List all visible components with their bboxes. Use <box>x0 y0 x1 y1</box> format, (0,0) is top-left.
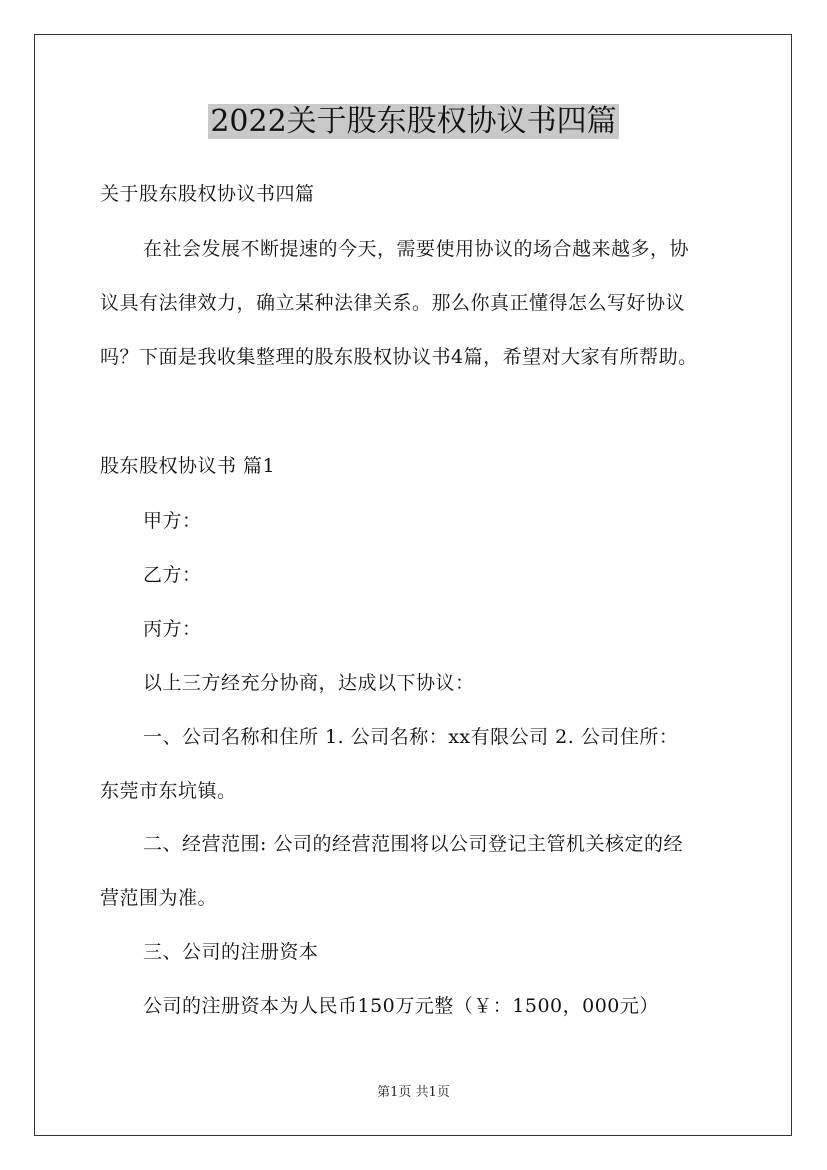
party-c-label: 丙方： <box>143 618 202 640</box>
clause1-line-2: 东莞市东坑镇。 <box>100 780 237 802</box>
page-number-footer: 第1页 共1页 <box>377 1085 450 1100</box>
document-title <box>0 100 827 144</box>
clause2-line-2: 营范围为准。 <box>100 887 218 909</box>
document-subtitle: 关于股东股权协议书四篇 <box>100 183 315 205</box>
party-b-label: 乙方： <box>143 564 202 586</box>
clause3-text: 公司的注册资本为人民币150万元整（￥：1500，000元） <box>143 995 659 1017</box>
intro-line-3: 吗？下面是我收集整理的股东股权协议书4篇，希望对大家有所帮助。 <box>100 346 698 368</box>
intro-line-2: 议具有法律效力，确立某种法律关系。那么你真正懂得怎么写好协议 <box>100 292 686 314</box>
party-a-label: 甲方： <box>143 510 202 532</box>
intro-line-1: 在社会发展不断提速的今天，需要使用协议的场合越来越多，协 <box>143 238 690 260</box>
section-heading: 股东股权协议书 篇1 <box>100 455 276 477</box>
document-title-text: 2022关于股东股权协议书四篇 <box>210 104 617 139</box>
clause2-line-1: 二、经营范围: 公司的经营范围将以公司登记主管机关核定的经 <box>143 833 683 855</box>
clause1-line-1: 一、公司名称和住所 1. 公司名称：xx有限公司 2. 公司住所： <box>143 726 679 748</box>
clause3-heading: 三、公司的注册资本 <box>143 941 319 963</box>
agreement-intro: 以上三方经充分协商，达成以下协议： <box>143 672 475 694</box>
